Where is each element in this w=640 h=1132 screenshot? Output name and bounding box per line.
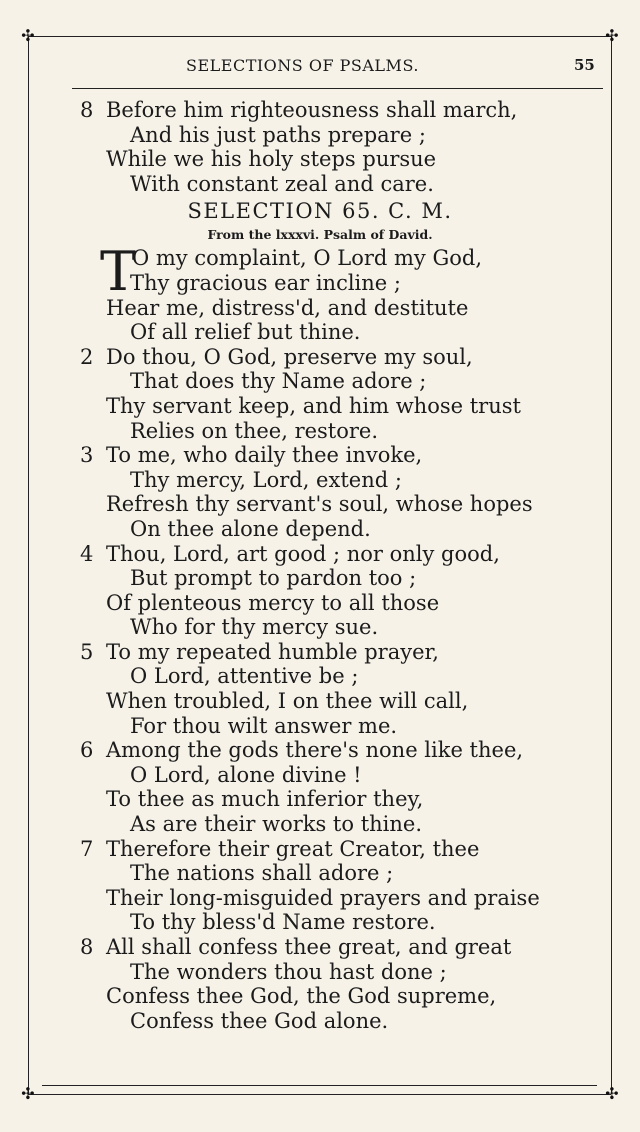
verse-line: When troubled, I on thee will call,	[106, 689, 469, 714]
verse-line: Thou, Lord, art good ; nor only good,	[106, 541, 500, 566]
verse-line: Of plenteous mercy to all those	[106, 590, 440, 615]
verse-line: Relies on thee, restore.	[130, 418, 379, 443]
verse-line: Among the gods there's none like thee,	[106, 738, 524, 763]
corner-ornament-icon: ✣	[21, 1084, 35, 1103]
stanza	[70, 542, 570, 640]
running-head: SELECTIONS OF PSALMS.	[186, 56, 419, 75]
stanza-number: 4	[80, 541, 94, 566]
stanza	[70, 935, 570, 1033]
verse-line: The nations shall adore ;	[130, 861, 394, 886]
frame-rule-bottom	[28, 1094, 611, 1095]
verse-line: O my complaint, O Lord my God,	[132, 246, 482, 271]
footer-rule	[42, 1085, 597, 1086]
verse-line: To thee as much inferior they,	[106, 787, 424, 812]
stanza	[70, 98, 570, 196]
selection-subtitle: From the lxxxvi. Psalm of David.	[207, 227, 433, 243]
verse-line: Their long-misguided prayers and praise	[106, 885, 540, 910]
stanza	[70, 345, 570, 443]
selection-title: SELECTION 65. C. M.	[187, 199, 453, 224]
corner-ornament-icon: ✣	[21, 26, 35, 45]
stanza-number: 5	[80, 639, 94, 664]
stanza-number: 2	[80, 344, 94, 369]
verse-line: Hear me, distress'd, and destitute	[106, 295, 469, 320]
stanza	[70, 640, 570, 738]
stanza-number: 7	[80, 836, 94, 861]
header-rule	[72, 88, 603, 89]
page-number: 55	[574, 56, 595, 74]
verse-line: And his just paths prepare ;	[130, 122, 426, 147]
verse-line: Thy gracious ear incline ;	[130, 270, 401, 295]
stanza	[70, 443, 570, 541]
verse-line: Therefore their great Creator, thee	[106, 836, 480, 861]
verse-line: To thy bless'd Name restore.	[130, 910, 436, 935]
verse-line: Who for thy mercy sue.	[130, 615, 379, 640]
verse-line: Confess thee God alone.	[130, 1008, 389, 1033]
stanza-number: 6	[80, 738, 94, 763]
verse-line: On thee alone depend.	[130, 516, 371, 541]
verse-line: To me, who daily thee invoke,	[106, 443, 423, 468]
verse-line: Before him righteousness shall march,	[106, 98, 518, 122]
verse-line: Do thou, O God, preserve my soul,	[106, 344, 473, 369]
frame-rule-left	[28, 36, 29, 1094]
stanza-number: 3	[80, 443, 94, 468]
stanza	[70, 837, 570, 935]
verse-line: Thy mercy, Lord, extend ;	[130, 467, 402, 492]
verse-line: Refresh thy servant's soul, whose hopes	[106, 492, 533, 517]
verse-line: To my repeated humble prayer,	[106, 639, 439, 664]
verse-line: O Lord, attentive be ;	[130, 664, 359, 689]
stanza-number: 8	[80, 935, 94, 959]
stanza-number: 8	[80, 98, 94, 122]
verse-line: For thou wilt answer me.	[130, 713, 398, 738]
verse-line: With constant zeal and care.	[130, 171, 434, 196]
verse-line: As are their works to thine.	[130, 812, 423, 837]
drop-cap: T	[100, 240, 137, 304]
corner-ornament-icon: ✣	[605, 26, 619, 45]
verse-line: Of all relief but thine.	[130, 320, 361, 345]
stanza	[70, 738, 570, 836]
verse-line: That does thy Name adore ;	[130, 369, 427, 394]
verse-line: Confess thee God, the God supreme,	[106, 984, 497, 1009]
frame-rule-top	[28, 36, 611, 37]
verse-line: O Lord, alone divine !	[130, 762, 362, 787]
verse-line: But prompt to pardon too ;	[130, 566, 417, 591]
verse-line: All shall confess thee great, and great	[106, 935, 512, 959]
verse-line: While we his holy steps pursue	[106, 147, 437, 172]
frame-rule-right	[611, 36, 612, 1094]
corner-ornament-icon: ✣	[605, 1084, 619, 1103]
stanza	[70, 240, 570, 345]
verse-line: The wonders thou hast done ;	[130, 959, 447, 984]
page-header	[0, 56, 640, 80]
page-content	[70, 98, 570, 1033]
verse-line: Thy servant keep, and him whose trust	[106, 393, 521, 418]
